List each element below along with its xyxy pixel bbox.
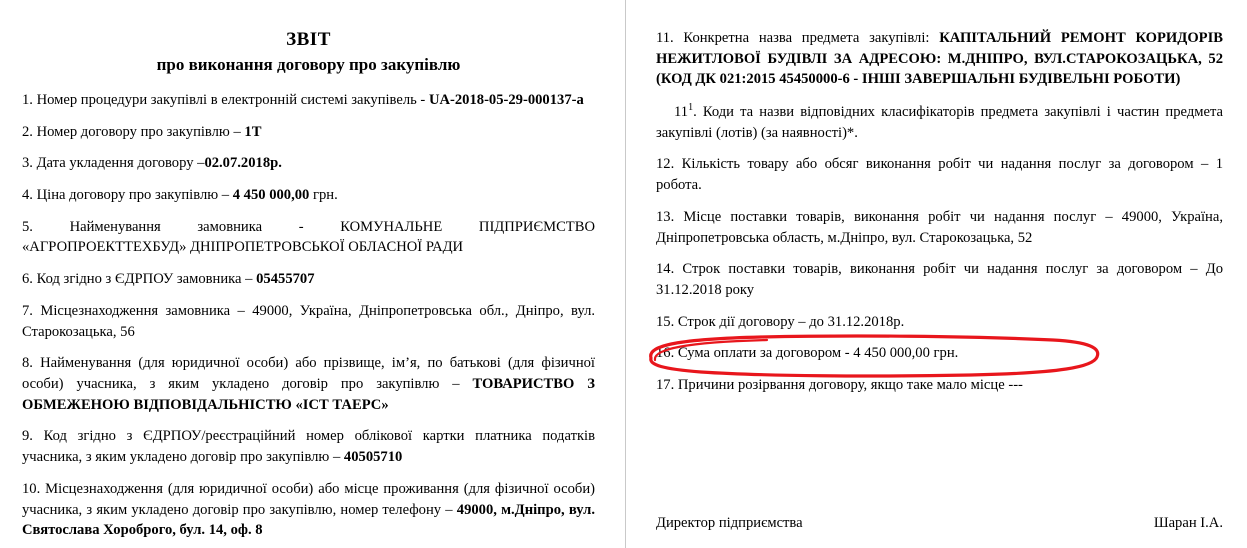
clause-4-unit: грн. [309,187,338,203]
clause-9 [22,426,595,467]
clause-4 [22,185,595,206]
clause-10-value: 49000, м.Дніпро, вул. Святослава Хороброго, бул. 14, оф. 8 [22,501,595,539]
clause-11-value: КАПІТАЛЬНИЙ РЕМОНТ КОРИДОРІВ НЕЖИТЛОВОЇ БУДІВЛІ ЗА АДРЕСОЮ: М.ДНІПРО, ВУЛ.СТАРОКОЗАЦЬКА, 52 (КОД ДК 021:2015 45450000-6 - ІНШІ ЗАВЕРШАЛЬНІ БУДІВЕЛЬНІ РОБОТИ) [656,30,1223,88]
clause-9-value: 40505710 [343,449,403,466]
clause-14 [656,259,1223,300]
clause-1 [22,90,595,111]
clause-17 [656,375,1223,396]
clause-1-value: UA-2018-05-29-000137-а [428,91,584,108]
clause-6-value: 05455707 [256,271,315,288]
clause-11-text: 11. Конкретна назва предмета закупівлі: [656,30,940,46]
signature-name: Шаран І.А. [1153,515,1223,531]
clause-10-text: 10. Місцезнаходження (для юридичної особи) або місце проживання (для фізичної особи) учасника, з яким укладено договір про закупівлю, номер телефону – [22,480,595,518]
clause-12 [656,154,1223,195]
clause-6-text: 6. Код згідно з ЄДРПОУ замовника – [22,271,257,288]
clause-5 [22,217,595,258]
clause-2-value: 1Т [244,123,262,140]
clause-9-text: 9. Код згідно з ЄДРПОУ/реєстраційний номер облікової картки платника податків учасника, з яким укладено договір про закупівлю – [22,428,595,466]
clause-4-text: 4. Ціна договору про закупівлю – [22,187,233,203]
page-title: ЗВІТ [286,29,331,50]
clause-7-text: 7. Місцезнаходження замовника – 49000, Україна, Дніпропетровська обл., Дніпро, вул. Старокозацька, 56 [22,302,595,340]
clause-12-text: 12. Кількість товару або обсяг виконання робіт чи надання послуг за договором – 1 робота. [656,156,1223,194]
clause-6 [22,269,595,290]
clause-13-text: 13. Місце поставки товарів, виконання робіт чи надання послуг – 49000, Україна, Дніпропетровська область, м.Дніпро, вул. Старокозацька, 52 [656,208,1223,246]
clause-13 [656,207,1223,248]
clause-2-text: 2. Номер договору про закупівлю – [22,123,245,140]
signature-role: Директор підприємства [656,515,803,531]
document-title-block [22,28,595,76]
clause-15-text: 15. Строк дії договору – до 31.12.2018р. [656,313,905,330]
clause-16 [656,343,1223,364]
clause-3-value: 02.07.2018р. [204,155,282,172]
signature-block [656,515,1223,532]
clause-4-value: 4 450 000,00 [232,187,310,203]
clause-11-1-number: 11 [674,104,689,121]
clause-17-text: 17. Причини розірвання договору, якщо таке мало місце --- [656,377,1023,394]
clause-3-text: 3. Дата укладення договору – [22,155,205,172]
clause-3 [22,153,595,174]
clause-5-text: 5. Найменування замовника - КОМУНАЛЬНЕ ПІДПРИЄМСТВО «АГРОПРОЕКТТЕХБУД» ДНІПРОПЕТРОВСЬКОЇ ОБЛАСНОЇ РАДИ [22,218,595,256]
clause-1-text: 1. Номер процедури закупівлі в електронній системі закупівель - [22,91,429,108]
clause-8-value: ТОВАРИСТВО З ОБМЕЖЕНОЮ ВІДПОВІДАЛЬНІСТЮ «ІСТ ТАЕРС» [22,376,595,413]
clause-8 [22,353,595,415]
clause-2 [22,122,595,143]
clause-7 [22,301,595,342]
clause-11 [656,28,1223,90]
clause-15 [656,312,1223,333]
right-column [625,0,1247,548]
clause-10 [22,479,595,541]
clause-14-text: 14. Строк поставки товарів, виконання робіт чи надання послуг за договором – До 31.12.2018 року [656,261,1223,299]
page-subtitle: про виконання договору про закупівлю [156,54,461,74]
clause-16-text: 16. Сума оплати за договором - 4 450 000,00 грн. [656,345,959,362]
clause-8-text: 8. Найменування (для юридичної особи) або прізвище, ім’я, по батькові (для фізичної особи) учасника, з яким укладено договір про закупівлю – [22,355,595,393]
clause-11-1-text: . Коди та назви відповідних класифікаторів предмета закупівлі і частин предмета закупівлі (лотів) (за наявності)*. [656,104,1223,141]
clause-11-1 [656,101,1223,143]
clause-11-1-superscript: 1 [688,102,694,114]
